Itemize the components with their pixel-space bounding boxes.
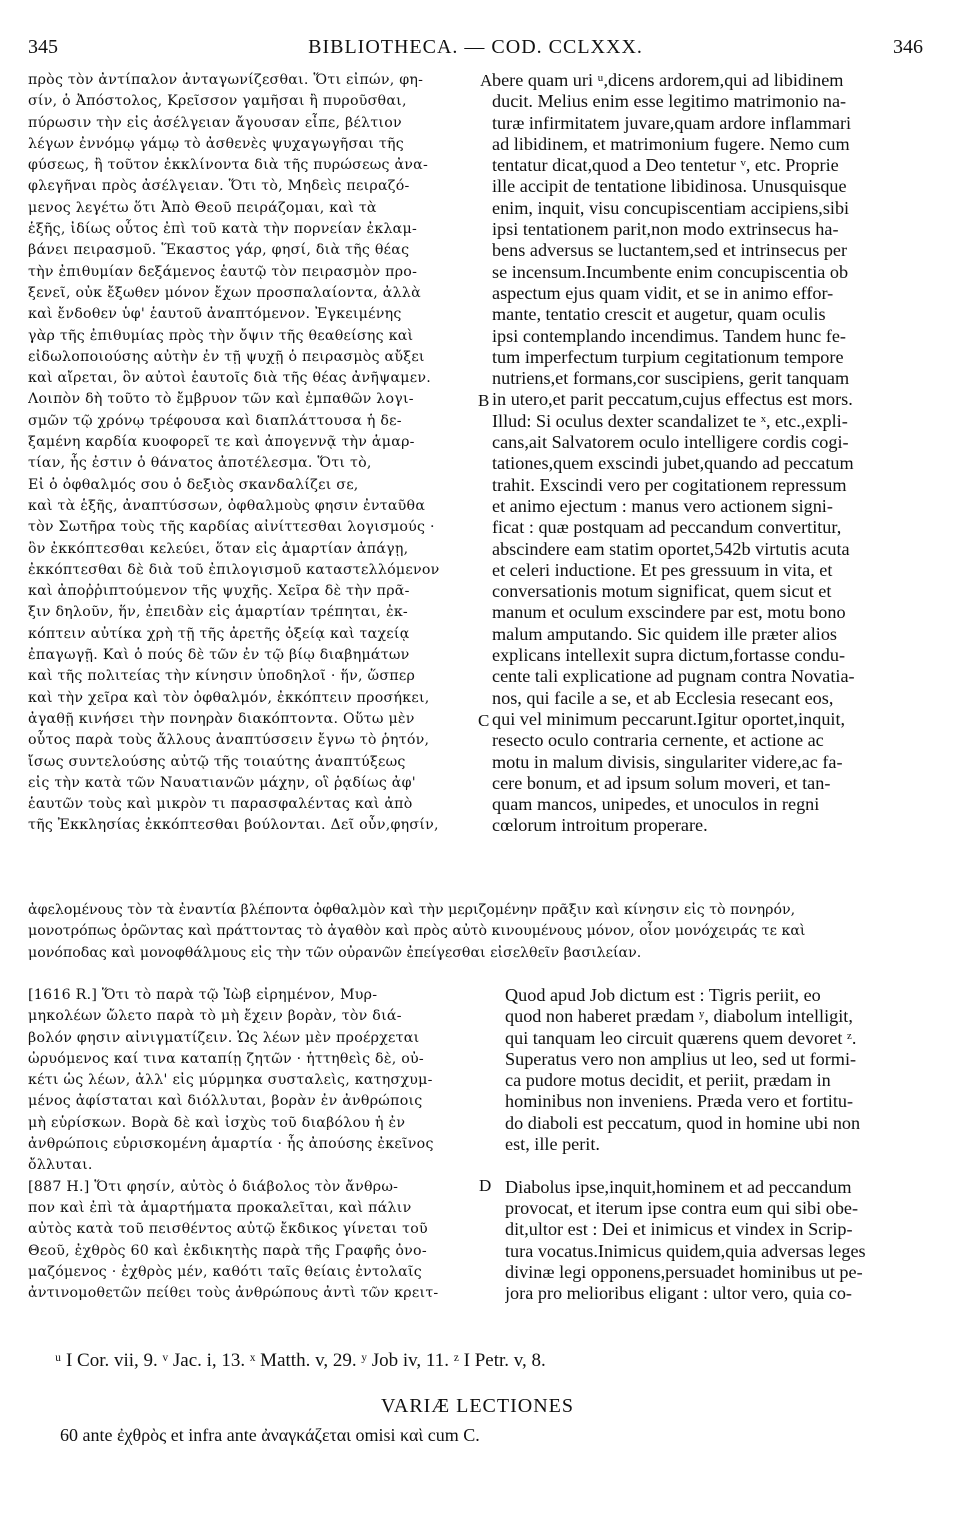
greek-line: ἀγαθῇ κινήσει τὴν πονηρὰν διακόπτοντα. Οὕτω μὲν [28,710,415,727]
latin-line: et animo ejectum : manus vero actionem signi- [492,495,833,516]
latin-line: in utero,et parit peccatum,cujus effectus est mors. [492,389,853,410]
latin-line: trahit. Exscindi vero per cogitationem repressum [492,474,847,495]
latin-line: bere quam uri ᵘ,dicens ardorem,qui ad libidinem [492,70,844,90]
greek-line: αὐτὸς κατὰ τοῦ πεισθέντος αὐτῷ ἔκδικος γίνεται τοῦ [28,1221,428,1238]
latin-line: nutriens,et formans,cor suscipiens, gerit tanquam [492,368,850,389]
running-header [28,36,923,66]
margin-letter-d: D [479,1176,492,1195]
greek-line: ὄλλυται. [28,1157,93,1174]
latin-line: quam mancos, unipedes, et unoculos in regni [492,794,820,815]
greek-line: ξενεῖ, οὐκ ἔξωθεν μόνον ἔχων προσπαλαίοντα, ἀλλὰ [28,284,421,301]
greek-line: βολόν φησιν αἰνιγματίζειν. Ὡς λέων μὲν προέρχεται [28,1029,420,1046]
greek-line: ξαμένη καρδία κυοφορεῖ τε καὶ ἀπογεννᾷ τὴν ἁμαρ- [28,434,415,451]
greek-line: σμῶν τῷ χρόνῳ τρέφουσα καὶ διαπλάττουσα ἡ δε- [28,412,402,429]
latin-line: ille accipit de tentatione libidinosa. Unusquisque [492,176,847,197]
latin-line: ad libidinem, et matrimonium fugere. Nemo cum [492,133,850,154]
greek-line: πύρωσιν τὴν εἰς ἀσέλγειαν ἄγουσαν εἶπε, βέλτιον [28,114,402,131]
latin-line: Diabolus ipse,inquit,hominem et ad peccandum [505,1176,852,1197]
greek-line: καὶ τὴν χεῖρα καὶ τὸν ὀφθαλμόν, ἐκκόπτειν προσήκει, [28,689,430,706]
greek-line: κόπτειν αὐτίκα χρὴ τῇ τῆς ἀρετῆς ὀξείᾳ καὶ ταχείᾳ [28,625,410,642]
greek-line: ἀνθρώποις εὑρισκομένη ἁμαρτία · ἧς ἀπούσης ἐκεῖνος [28,1136,434,1153]
greek-line: καὶ ἀποῤῥιπτούμενον τῆς ψυχῆς. Χεῖρα δὲ τὴν πρᾶ- [28,583,410,600]
greek-line: μενος λεγέτω ὅτι Ἀπὸ Θεοῦ πειράζομαι, καὶ τὰ [28,199,377,216]
latin-line: Quod apud Job dictum est : Tigris periit, eo [505,985,821,1005]
greek-line: τίαν, ἧς ἐστιν ὁ θάνατος ἀποτέλεσμα. Ὅτι τὸ, [28,455,372,472]
variae-lectiones-text: 60 ante ἐχθρὸς et infra ante ἀναγκάζεται omisi καὶ cum C. [60,1425,480,1445]
latin-line: ipsi contemplando incendimus. Tandem hunc fe- [492,325,846,346]
greek-line: πον καὶ ἐπὶ τὰ ἁμαρτήματα προκαλεῖται, καὶ πάλιν [28,1199,412,1216]
greek-line: ἐκκόπτεσθαι δὲ διὰ τοῦ ἐπιλογισμοῦ καταστελλόμενον [28,561,440,578]
latin-line [505,1155,923,1176]
latin-line: se incensum.Incumbente enim concupiscentia ob [492,261,849,282]
greek-line: καὶ ἔνδοθεν ὑφ' ἑαυτοῦ ἀναπτόμενον. Ἐγκειμένης [28,306,402,323]
greek-line: Θεοῦ, ἐχθρὸς 60 καὶ ἐκδικητὴς παρὰ τῆς Γραφῆς ὀνο- [28,1242,427,1259]
greek-line: καὶ αἴρεται, ὃν αὐτοὶ ἑαυτοῖς διὰ τῆς θέας ἀνῆψαμεν. [28,370,431,387]
page-number-left: 345 [28,36,58,58]
margin-letter-a: A [480,71,493,90]
greek-line: μονοτρόπως ὁρῶντας καὶ πράττοντας τὸ ἀγαθὸν καὶ πρὸς αὐτὸ κινουμένους μόνον, οἷον μονόχειράς τε καὶ [28,923,806,940]
greek-line: ἐπαγωγῇ. Καὶ ὁ πούς δὲ τῶν ἐν τῷ βίῳ διαβημάτων [28,647,410,664]
greek-line: φλεγῆναι πρὸς ἀσέλγειαν. Ὅτι τὸ, Μηδεὶς πειραζό- [28,178,410,195]
latin-line: Illud: Si oculus dexter scandalizet te ˣ, etc.,expli- [492,410,848,431]
greek-line: μονόποδας καὶ μονοφθάλμους εἰς τὴν τῶν οὐρανῶν ἐπείγεσθαι εἰσελθεῖν βασιλείαν. [28,944,642,961]
full-width-greek [28,900,923,964]
greek-line: Λοιπὸν δὴ τοῦτο τὸ ἔμβρυον τῶν καὶ ἐμπαθῶν λογι- [28,391,414,408]
margin-letter-b: B [478,391,490,410]
greek-line: [1616 R.] Ὅτι τὸ παρὰ τῷ Ἰὼβ εἰρημένον, Μυρ- [28,987,378,1003]
greek-line: μένος ἀφίσταται καὶ διόλλυται, βορὰν ἐν ἀνθρώποις [28,1093,423,1110]
greek-line: ὃν ἐκκόπτεσθαι κελεύει, ὅταν εἰς ἁμαρτίαν ἀπάγῃ, [28,540,409,557]
greek-line: ἑξῆς, ἰδίως οὗτος ἐπὶ τοῦ κατὰ τὴν πορνείαν ἐκλαμ- [28,221,418,238]
greek-line: ἀντινομοθετῶν πείθει τοὺς ἀνθρώπους ἀντὶ τῶν κρειτ- [28,1285,439,1302]
latin-line: nos, qui facile a se, et ab Ecclesia resecant eos, [492,687,834,708]
latin-line: qui vel minimum peccarunt.Igitur oportet,inquit, [492,708,846,729]
latin-line: tum imperfectum turpium cegitationum tempore [492,346,844,367]
latin-line: cere bonum, et ad ipsum solum moveri, et tan- [492,772,831,793]
latin-line: dit,ultor est : Dei et inimicus et vindex in Scrip- [505,1219,853,1240]
latin-line: et celeri inductione. Et pes gressuum in vita, et [492,559,833,580]
greek-line: μὴ εὑρίσκων. Βορὰ δὲ καὶ ἰσχὺς τοῦ διαβόλου ἡ ἐν [28,1114,406,1131]
latin-line: manum et oculum exscindere par est, motu bono [492,602,846,623]
latin-line: cœlorum introitum properare. [492,815,708,836]
footnotes: ᵘ I Cor. vii, 9. ᵛ Jac. i, 13. ˣ Matth. v, 29. ʸ Job iv, 11. ᶻ I Petr. v, 8. [55,1350,546,1371]
latin-line: do diaboli est peccatum, quod in homine ubi non [505,1112,861,1133]
greek-line: ὠρυόμενος καί τινα καταπίῃ ζητῶν · ἡττηθεὶς δὲ, οὐ- [28,1050,424,1067]
greek-line: τὸν Σωτῆρα τοὺς τῆς καρδίας αἰνίττεσθαι λογισμούς · [28,519,435,536]
latin-line: ca pudore motus decidit, et periit, prædam in [505,1070,831,1091]
greek-line: κέτι ὡς λέων, ἀλλ' εἰς μύρμηκα συσταλεὶς, κατησχυμ- [28,1072,433,1089]
greek-line: καὶ τὰ ἑξῆς, ἀναπτύσσων, ὀφθαλμοὺς φησιν ἐνταῦθα [28,497,426,514]
latin-line: qui tanquam leo circuit quærens quem devoret ᶻ. [505,1027,857,1048]
latin-line: ipsi tentationem parit,non modo extrinsecus ha- [492,219,839,240]
latin-line: Superatus vero non amplius ut leo, sed ut formi- [505,1048,857,1069]
latin-line: enim, inquit, visu concupiscentiam accipiens,sibi [492,197,850,218]
greek-line: πρὸς τὸν ἀντίπαλον ἀνταγωνίζεσθαι. Ὅτι εἰπών, φη- [28,72,424,88]
latin-line: cans,ait Salvatorem oculo intelligere cordis cogi- [492,432,849,453]
greek-line: φύσεως, ἢ τοῦτον ἐκκλίνοντα διὰ τῆς πυρώσεως ἀνα- [28,157,429,174]
latin-line: malum amputando. Sic quidem ille præter alios [492,623,837,644]
latin-line: hominibus non inveniens. Præda vero et fortitu- [505,1091,854,1112]
greek-line: ἑαυτῶν τοὺς καὶ μικρὸν τι παρασφαλέντας καὶ ἀπὸ [28,796,413,813]
greek-line: ἴσως συντελούσης αὐτῷ τῆς τοιαύτης ἀναπτύξεως [28,753,406,770]
latin-line: divinæ legi opponens,persuadet hominibus ut pe- [505,1261,863,1282]
greek-line: μαζόμενος · ἐχθρὸς μέν, καθότι ταῖς θείαις ἐντολαῖς [28,1263,422,1280]
greek-line: οὗτος παρὰ τοὺς ἄλλους ἀναπτύσσειν ἔγνω τὸ ῥητόν, [28,732,430,749]
greek-column-2 [28,985,478,1304]
greek-column [28,70,478,837]
latin-line: provocat, et iterum ipse contra eum qui sibi obe- [505,1197,859,1218]
latin-line: ducit. Melius enim esse legitimo matrimonio na- [492,91,847,112]
latin-line: est, ille perit. [505,1134,600,1155]
latin-line: tationes,quem exscindi jubet,quando ad peccatum [492,453,854,474]
latin-line: tentatur dicat,quod a Deo tentetur ᵛ, etc. Proprie [492,155,839,176]
latin-line: cente tali explicatione ad pugnam contra Novatia- [492,666,855,687]
latin-line: mante, tentatio crescit et augetur, quam oculis [492,304,826,325]
latin-line: resecto oculo contraria cernente, et actione ac [492,730,824,751]
greek-line: βάνει πειρασμοῦ. Ἕκαστος γάρ, φησί, διὰ τῆς θέας [28,242,410,259]
margin-letter-c: C [478,711,490,730]
greek-line: μηκολέων ὤλετο παρὰ τὸ μὴ ἔχειν βορὰν, τὸν διά- [28,1008,402,1025]
latin-line: ficat : quæ postquam ad peccandum convertitur, [492,517,842,538]
greek-line: εἰδωλοποιούσης αὐτὴν ἐν τῇ ψυχῇ ὁ πειρασμὸς αὔξει [28,348,425,365]
latin-line: jora pro melioribus eligant : ultor vero, quia co- [505,1283,852,1304]
greek-line: Εἰ ὁ ὀφθαλμός σου ὁ δεξιὸς σκανδαλίζει σε, [28,476,359,493]
greek-line: σίν, ὁ Ἀπόστολος, Κρεῖσσον γαμῆσαι ἢ πυροῦσθαι, [28,93,407,110]
greek-line: εἰς τὴν κατὰ τῶν Ναυατιανῶν μάχην, οἳ ῥᾳδίως ἀφ' [28,774,416,791]
greek-line: γὰρ τῆς ἐπιθυμίας πρὸς τὴν ὄψιν τῆς θεαθείσης καὶ [28,327,414,344]
latin-line: bens adversus se luctantem,sed et intrinsecus per [492,240,848,261]
greek-line: τῆς Ἐκκλησίας ἐκκόπτεσθαι βούλονται. Δεῖ οὖν,φησίν, [28,817,439,834]
greek-line: λέγων ἐννόμῳ γάμῳ τὸ ἀσθενὲς ψυχαγωγῆσαι τῆς [28,135,404,152]
running-title: BIBLIOTHECA. — COD. CCLXXX. [308,36,643,58]
latin-line: explicans intellexit supra dictum,fortasse condu- [492,645,846,666]
latin-line: aspectum ejus quam vidit, et se in animo effor- [492,282,834,303]
latin-column-2 [505,985,923,1304]
latin-line: motu in malum divisis, singulariter videre,ac fa- [492,751,843,772]
greek-line: ξιν δηλοῦν, ἥν, ἐπειδὰν εἰς ἁμαρτίαν τρέπηται, ἐκ- [28,604,408,621]
latin-line: turæ infirmitatem juvare,quam ardore inflammari [492,112,852,133]
greek-line: [887 H.] Ὅτι φησίν, αὐτὸς ὁ διάβολος τὸν ἄνθρω- [28,1178,399,1195]
latin-line: conversationis motum significat, quem sicut et [492,581,832,602]
latin-line: quod non haberet prædam ʸ, diabolum intelligit, [505,1006,853,1027]
variae-lectiones-title: VARIÆ LECTIONES [381,1395,574,1417]
greek-line: τὴν ἐπιθυμίαν δεξάμενος ἑαυτῷ τὸν πειρασμὸν προ- [28,263,418,280]
latin-line: abscindere eam statim oportet,542b virtutis acuta [492,538,850,559]
page-number-right: 346 [893,36,923,58]
latin-line: tura vocatus.Inimicus quidem,quia adversas leges [505,1240,866,1261]
greek-line: καὶ τῆς πολιτείας τὴν κίνησιν ὑποδηλοῖ · ἥν, ὥσπερ [28,668,416,685]
latin-column [492,70,923,837]
greek-line: ἀφελομένους τὸν τὰ ἐναντία βλέποντα ὀφθαλμὸν καὶ τὴν μεριζομένην πρᾶξιν καὶ κίνησιν εἰς τὸ πονηρόν, [28,902,796,918]
